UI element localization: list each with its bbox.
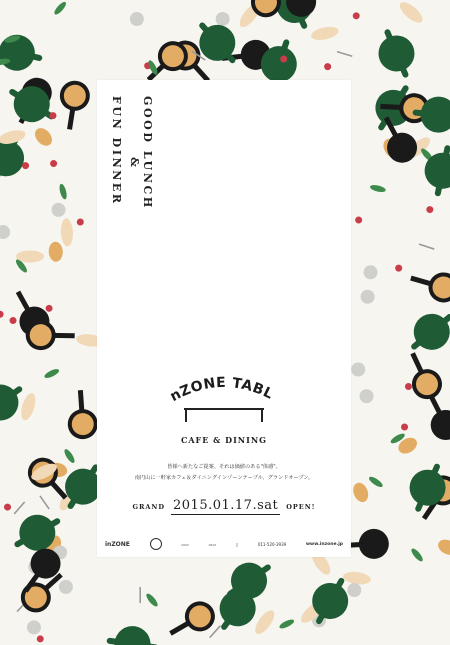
frying-pan-icon <box>399 347 447 404</box>
pot-icon <box>104 623 161 645</box>
plate-icon <box>130 12 144 26</box>
leaf-icon <box>58 183 68 200</box>
bread-icon <box>252 607 278 637</box>
tomato-icon <box>355 217 362 224</box>
plate-icon <box>364 265 378 279</box>
partner-logo-3-icon: ▯ <box>235 541 239 547</box>
pot-icon <box>370 22 423 84</box>
leaf-icon <box>63 448 77 465</box>
plate-icon <box>51 203 65 217</box>
drumstick-icon <box>436 537 450 558</box>
open-label: OPEN! <box>286 502 316 511</box>
tomato-icon <box>4 504 11 511</box>
bread-icon <box>60 218 73 247</box>
poster-card <box>97 80 351 557</box>
frying-pan-icon <box>55 79 92 132</box>
tomato-icon <box>50 160 57 167</box>
headline-ampersand: & <box>128 157 141 167</box>
pot-icon <box>400 301 450 362</box>
bread-icon <box>397 0 426 26</box>
leaf-icon <box>369 184 386 193</box>
tomato-icon <box>0 311 4 318</box>
leaf-icon <box>368 475 385 489</box>
tomato-icon <box>10 317 17 324</box>
drumstick-icon <box>351 481 371 505</box>
pot-icon <box>401 457 450 519</box>
open-date: 2015.01.17.sat <box>173 498 279 513</box>
tomato-icon <box>405 383 412 390</box>
bread-icon <box>18 392 38 422</box>
tomato-icon <box>22 162 29 169</box>
table-icon <box>184 408 264 422</box>
drumstick-icon <box>32 125 56 149</box>
footer-phone: 011-520-3939 <box>257 541 287 547</box>
pot-icon <box>0 29 46 76</box>
restaurant-logo <box>97 370 351 422</box>
plate-icon <box>351 363 365 377</box>
seal-icon <box>150 538 162 550</box>
leaf-icon <box>43 367 60 379</box>
tomato-icon <box>77 218 84 225</box>
frying-pan-icon <box>163 596 220 645</box>
bread-icon <box>310 25 340 43</box>
plate-icon <box>0 225 10 239</box>
tomato-icon <box>426 206 433 213</box>
footer-brand: inZONE <box>105 540 130 548</box>
plate-icon <box>59 580 73 594</box>
leaf-icon <box>410 547 425 563</box>
plate-icon <box>360 389 374 403</box>
tomato-icon <box>395 265 402 272</box>
body-copy <box>97 462 351 484</box>
fork-icon <box>209 625 221 638</box>
tomato-icon <box>37 635 44 642</box>
sponsor-footer <box>105 538 343 550</box>
grand-open-row <box>97 498 351 515</box>
bread-icon <box>16 250 44 262</box>
frying-pan-icon <box>25 320 75 351</box>
body-copy-line1: 皆様へ新たなご提案、それは価値のある"体感"。 <box>167 464 281 470</box>
frying-pan-icon <box>65 389 98 440</box>
footer-website: www.inzone.jp <box>305 541 343 547</box>
tomato-icon <box>46 305 53 312</box>
svg-text:inZONE TABLE: nZONE TABL <box>167 374 276 404</box>
fork-icon <box>14 501 26 514</box>
plate-icon <box>27 620 41 634</box>
drumstick-icon <box>48 241 63 262</box>
plate-icon <box>361 290 375 304</box>
fork-icon <box>419 243 435 249</box>
tomato-icon <box>324 63 331 70</box>
headline-good-lunch: GOOD LUNCH <box>141 96 154 210</box>
frying-pan-icon <box>407 264 450 306</box>
leaf-icon <box>53 0 68 16</box>
body-copy-line2: 南円山に一軒家カフェ＆ダイニングインゾーンテーブル、グランドオープン。 <box>134 475 314 481</box>
logo-tagline: CAFE & DINING <box>180 435 268 445</box>
fork-icon <box>139 587 141 603</box>
logo-arc-text <box>164 370 284 404</box>
tomato-icon <box>49 112 56 119</box>
tomato-icon <box>280 56 287 63</box>
headline-fun-dinner: FUN DINNER <box>110 96 123 206</box>
fork-icon <box>39 495 49 509</box>
leaf-icon <box>278 618 295 630</box>
plate-icon <box>216 12 230 26</box>
plate-icon <box>347 583 361 597</box>
tomato-icon <box>353 12 360 19</box>
grand-label: GRAND <box>132 502 166 511</box>
tomato-icon <box>401 423 408 430</box>
partner-logo-2-icon: ▭▭ <box>208 541 217 547</box>
fork-icon <box>337 51 353 57</box>
leaf-icon <box>145 592 160 608</box>
partner-logo-icon: ▭▭ <box>181 541 189 547</box>
